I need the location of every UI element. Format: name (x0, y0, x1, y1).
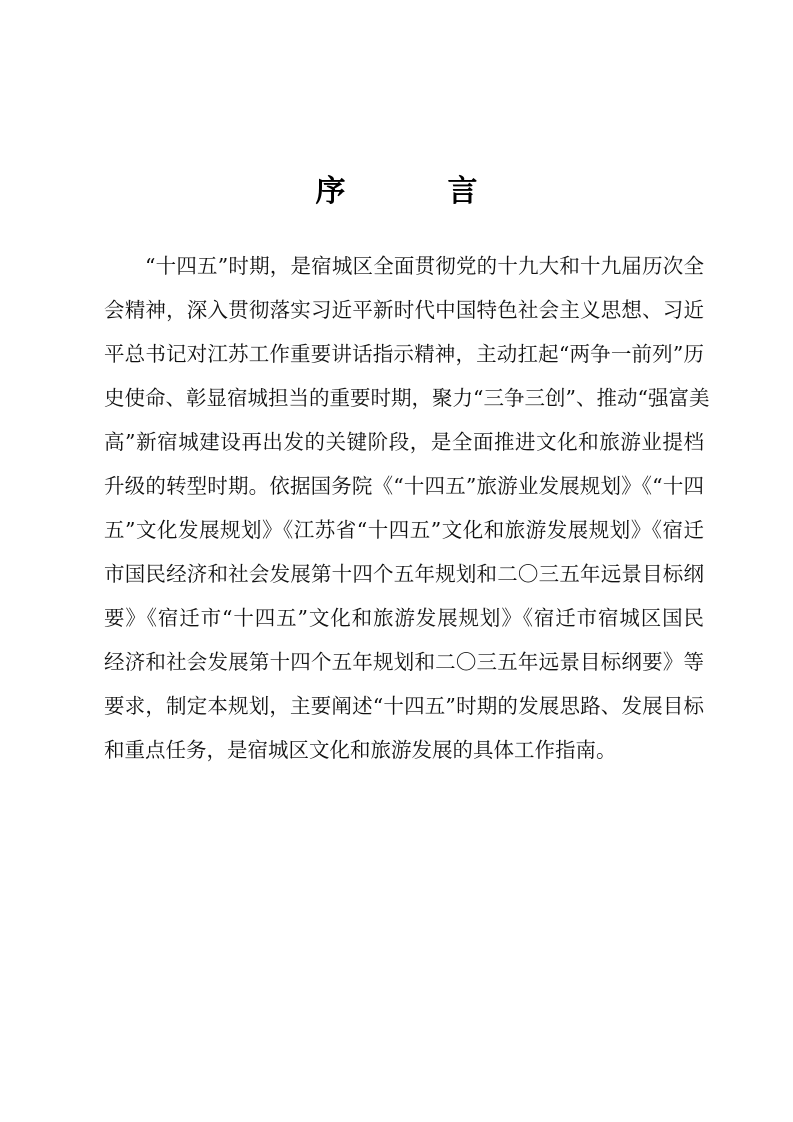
paragraph-line: 经济和社会发展第十四个五年规划和二〇三五年远景目标纲要》等 (104, 650, 704, 674)
preface-body (104, 244, 710, 772)
paragraph-line: 和重点任务，是宿城区文化和旅游发展的具体工作指南。 (104, 738, 617, 762)
paragraph-line: 史使命、彰显宿城担当的重要时期，聚力“三争三创”、推动“强富美 (104, 386, 710, 410)
paragraph-line: 市国民经济和社会发展第十四个五年规划和二〇三五年远景目标纲 (104, 562, 704, 586)
paragraph-line: 要》《宿迁市“十四五”文化和旅游发展规划》《宿迁市宿城区国民 (104, 606, 704, 630)
paragraph-line: 要求，制定本规划，主要阐述“十四五”时期的发展思路、发展目标 (104, 694, 704, 718)
paragraph-line: 五”文化发展规划》《江苏省“十四五”文化和旅游发展规划》《宿迁 (104, 518, 704, 542)
page-title: 序 言 (315, 174, 514, 209)
paragraph-line: “十四五”时期，是宿城区全面贯彻党的十九大和十九届历次全 (145, 254, 704, 278)
paragraph-line: 升级的转型时期。依据国务院《“十四五”旅游业发展规划》《“十四 (104, 474, 704, 498)
paragraph-line: 平总书记对江苏工作重要讲话指示精神，主动扛起“两争一前列”历 (104, 342, 704, 366)
paragraph-line: 高”新宿城建设再出发的关键阶段，是全面推进文化和旅游业提档 (104, 430, 704, 454)
paragraph-line: 会精神，深入贯彻落实习近平新时代中国特色社会主义思想、习近 (104, 298, 704, 322)
